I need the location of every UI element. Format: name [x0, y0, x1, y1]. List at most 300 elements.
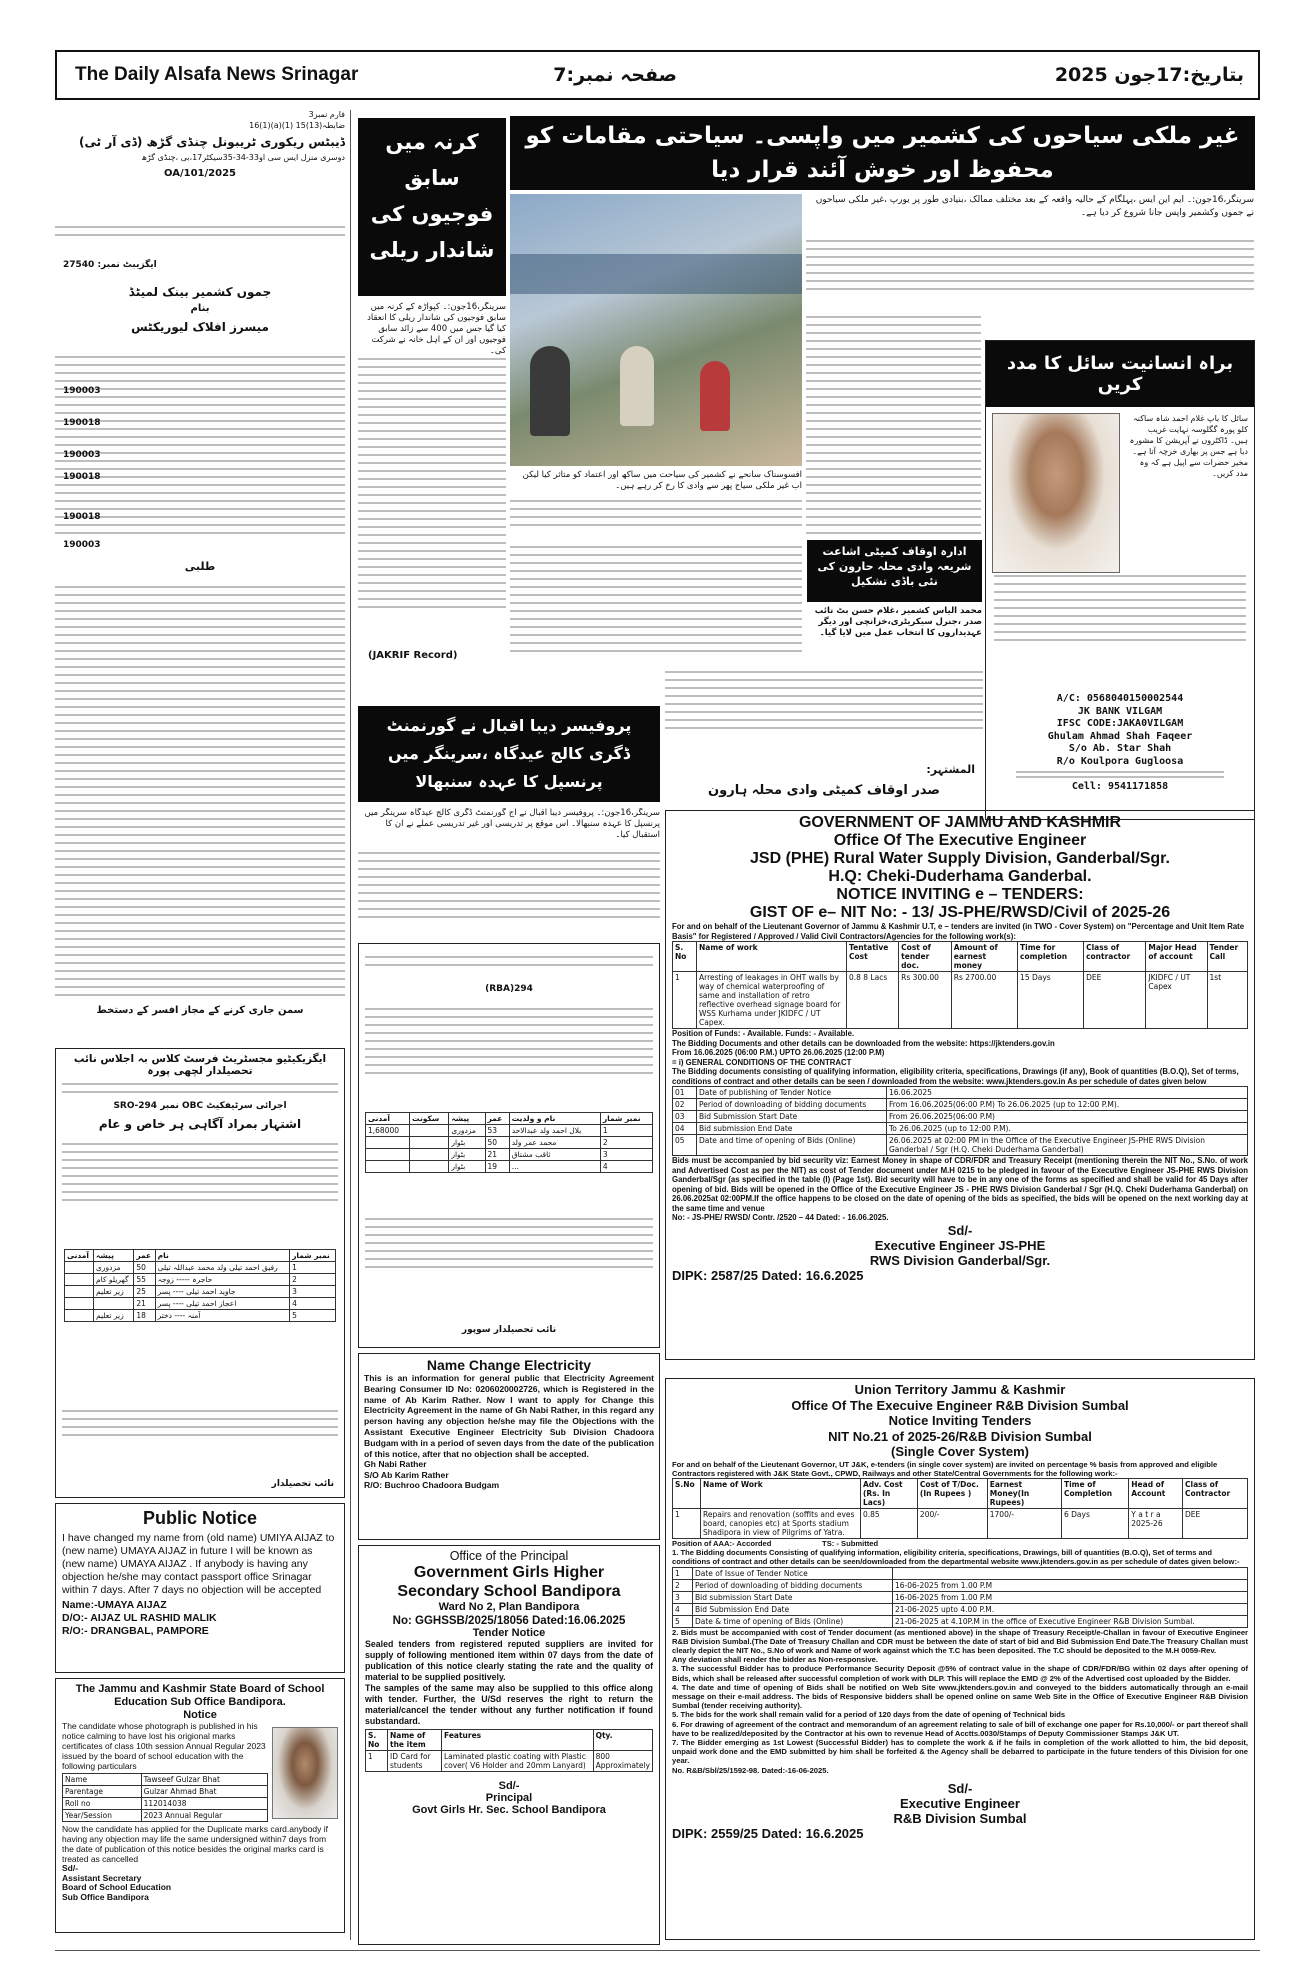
col-features: Features [442, 1730, 594, 1751]
cell: رفیق احمد تیلی ولد محمد عبداللہ تیلی [155, 1262, 289, 1274]
cell: 3 [290, 1286, 336, 1298]
phe-schedule-table [672, 1086, 1248, 1156]
drt-pin-6: 190003 [63, 540, 101, 550]
table-row [673, 1579, 1248, 1591]
cell [65, 1274, 94, 1286]
jkbose-sign-2: Board of School Education [62, 1882, 172, 1892]
cell: Name [63, 1774, 142, 1786]
rnb-deviation: Any deviation shall render the bidder as Non-responsive. [672, 1655, 878, 1665]
jkbose-title: The Jammu and Kashmir State Board of School Education Sub Office Bandipora. [75, 1683, 325, 1708]
table-row [673, 972, 1248, 1029]
cell: 1 [673, 1567, 693, 1579]
cell: Laminated plastic coating with Plastic cover( V6 Holder and 20mm Lanyard) [442, 1751, 594, 1772]
table-row [673, 1111, 1248, 1123]
jakrif-record: (JAKRIF Record) [368, 650, 458, 661]
drt-respondent: میسرز افلاک لیوریکٹس [131, 320, 269, 334]
col-age: عمر [485, 1113, 509, 1125]
col-head: Head of Account [1129, 1478, 1183, 1508]
cell: Y a t r a 2025-26 [1129, 1508, 1183, 1538]
cell: 112014038 [141, 1798, 267, 1810]
cell: 1,68000 [366, 1125, 410, 1137]
rba-footer-text [365, 1212, 653, 1274]
drt-summons-heading: طلبی [184, 560, 216, 573]
cell [893, 1567, 1248, 1579]
candidate-photo [272, 1727, 338, 1819]
col-age: عمر [134, 1250, 155, 1262]
ggss-school-line-2: Secondary School Bandipora [397, 1583, 621, 1600]
name-change-title: Name Change Electricity [426, 1357, 592, 1373]
cell: 50 [485, 1137, 509, 1149]
rnb-works-table [672, 1478, 1248, 1539]
tehsil-obc: اجرائی سرٹیفکیٹ OBC نمبر 294-SRO [113, 1101, 287, 1111]
table-row [673, 1591, 1248, 1603]
cell: 02 [673, 1099, 697, 1111]
phe-nit-no: GIST OF e– NIT No: - 13/ JS-PHE/RWSD/Civil of 2025-26 [749, 904, 1171, 921]
name-change-body: This is an information for general public that Electricity Agreement Bearing Consumer ID No: 0206020002726, which is Registered in the name of Ab Karim Rather. Now I want to apply for Change this Electricity Agreement in the name of Gh Nabi Rather, in this regard any person having any objection he/she may file the Objections with the Assistant Executive Engineer Electricity Sub Division Chadoora Budgam with in a period of seven days from the date of the publication of this notice, after that no objection shall be accepted. [364, 1373, 654, 1459]
cell: ... [509, 1161, 600, 1173]
lead-paragraph-2: افسوسناک سانحے نے کشمیر کی سیاحت میں ساکھ اور اعتماد کو متاثر کیا لیکن اب غیر ملکی سیاح پھر سے وادی کا رخ کر رہے ہیں۔ [522, 470, 802, 491]
rnb-dipk: DIPK: 2559/25 Dated: 16.6.2025 [672, 1825, 864, 1841]
cell: From 16.06.2025(06:00 P.M) To 26.06.2025 (up to 12:00 P.M). [887, 1099, 1248, 1111]
soldiers-rally-text [358, 352, 506, 614]
table-row [673, 1603, 1248, 1615]
cell: 05 [673, 1135, 697, 1156]
cell [410, 1125, 449, 1137]
drt-text-block-1 [55, 220, 345, 242]
rnb-sd: Sd/- [947, 1780, 973, 1796]
cell: 6 Days [1062, 1508, 1129, 1538]
cell: Bid Submission End Date [693, 1603, 893, 1615]
drt-notice [55, 110, 345, 1040]
tehsil-title: ایگزیکیٹیو مجسٹریٹ فرسٹ کلاس بہ اجلاس نائب تحصیلدار لچھی پورہ [73, 1053, 327, 1077]
cell: 21-06-2025 at 4.10P.M in the office of Executive Engineer R&B Division Sumbal. [893, 1615, 1248, 1627]
cell: 15 Days [1018, 972, 1084, 1029]
appellant-photo [992, 413, 1120, 573]
table-row [65, 1310, 336, 1322]
cell: Date and time of opening of Bids (Online) [697, 1135, 887, 1156]
ggss-reference: No: GGHSSB/2025/18056 Dated:16.06.2025 [392, 1615, 626, 1627]
rnb-point-6: 6. For drawing of agreement of the contract and memorandum of an agreement relating to sale of bill of exchange one paper for Rs.10,000/- or part thereof shall have to be realized/deposited by the Contractor at his own to revenue Head of Acctts.0030/Stamps of Deputy Commissioner Stamps J&K UT. [672, 1719, 1248, 1738]
phe-conditions: = i) GENERAL CONDITIONS OF THE CONTRACT [672, 1057, 852, 1067]
col-item: Name of the item [388, 1730, 442, 1751]
table-row [366, 1137, 653, 1149]
cell: DEE [1084, 972, 1146, 1029]
phe-download: The Bidding Documents and other details can be downloaded from the website: https://jktenders.gov.in [672, 1038, 1055, 1048]
cell: 2 [600, 1137, 652, 1149]
cell: 16-06-2025 from 1.00 P.M [893, 1579, 1248, 1591]
rnb-sign-title: Executive Engineer [900, 1795, 1020, 1811]
ggss-address: Ward No 2, Plan Bandipora [438, 1601, 580, 1613]
cell: 1 [600, 1125, 652, 1137]
cell: جاوید احمد تیلی ---- پسر [155, 1286, 289, 1298]
tehsil-intro-text [62, 1077, 338, 1099]
awqaf-body-text [665, 665, 983, 735]
account-holder-parent: S/o Ab. Star Shah [1068, 743, 1172, 754]
col-time: Time of Completion [1062, 1478, 1129, 1508]
cell: From 26.06.2025(06:00 P.M) [887, 1111, 1248, 1123]
public-notice-address: R/O:- DRANGBAL, PAMPORE [62, 1625, 209, 1637]
cell: Period of downloading of bidding documents [697, 1099, 887, 1111]
cell [65, 1298, 94, 1310]
tourist-figure [530, 346, 570, 436]
tourist-figure [700, 361, 730, 431]
account-holder: Ghulam Ahmad Shah Faqeer [1047, 730, 1193, 742]
appeal-text-lines [994, 569, 1246, 647]
awqaf-left-text [510, 540, 802, 658]
cell: Date & time of opening of Bids (Online) [693, 1615, 893, 1627]
cell: 0.8 8 Lacs [847, 972, 899, 1029]
cell: بٹوار [449, 1161, 485, 1173]
col-qty: Qty. [593, 1730, 652, 1751]
phe-sign-division: RWS Division Ganderbal/Sgr. [869, 1252, 1051, 1268]
awqaf-advertiser-label: المشتہر: [926, 763, 975, 776]
cell: 21 [134, 1298, 155, 1310]
drt-pin-1: 190003 [63, 386, 101, 396]
phe-works-table [672, 941, 1248, 1029]
masthead [55, 50, 1260, 100]
table-row [65, 1298, 336, 1310]
cell: 04 [673, 1123, 697, 1135]
cell: Year/Session [63, 1810, 142, 1822]
tehsil-signature: نائب تحصیلدار [271, 1479, 334, 1489]
phe-hq: H.Q: Cheki-Duderhama Ganderbal. [828, 868, 1092, 885]
lead-article-col-mid [806, 310, 981, 540]
cell: 200/- [917, 1508, 987, 1538]
account-number: A/C: 0568040150002544 [1056, 693, 1184, 704]
phe-office: Office Of The Executive Engineer [833, 832, 1087, 849]
cell: ثاقب مشتاق [509, 1149, 600, 1161]
rnb-point-2: 2. Bids must be accompanied with cost of Tender document (as mentioned above) in the shape of Treasury Receipt/e-Challan in favour of Executive Engineer R&B Division Sumbal.(The Date of Treasury Challan and CDR must be between the date of start of bid and Bid Submission End Date.The Treasury Challan must clearly depict the NIT No., S.No of work and Name of work against which the T.C has been deposited. The T.C should be deposited to the M.H 0059-Rev. [672, 1627, 1248, 1655]
cell: DEE [1183, 1508, 1248, 1538]
rnb-nit-no: NIT No.21 of 2025-26/R&B Division Sumbal [828, 1428, 1092, 1444]
cell: بلال احمد ولد عبدالاحد [509, 1125, 600, 1137]
cell: بٹوار [449, 1149, 485, 1161]
cell: Date of publishing of Tender Notice [697, 1087, 887, 1099]
lead-headline: غیر ملکی سیاحوں کی کشمیر میں واپسی۔ سیاحتی مقامات کو محفوظ اور خوش آئند قرار دیا [510, 116, 1255, 190]
rnb-office: Office Of The Execuive Engineer R&B Division Sumbal [791, 1397, 1129, 1413]
ggss-body-2: The samples of the same may also be supplied to this office along with tender. Further, the U/Sd reserves the right to return the material/cancel the tender without any further notification if found substandard. [365, 1683, 653, 1726]
cell: 4 [290, 1298, 336, 1310]
rnb-reference: No. R&B/Sbl/25/1592-98. Dated:-16-06-2025. [672, 1765, 829, 1775]
cell: اعجاز احمد تیلی ---- پسر [155, 1298, 289, 1310]
cell: Roll no [63, 1798, 142, 1810]
cell: آمنہ ---- دختر [155, 1310, 289, 1322]
cell: 1 [673, 972, 697, 1029]
cell: Repairs and renovation (soffits and eves board, canopies etc) at Sports stadium Shadipora in view of Pilgrims of Yatra. [701, 1508, 861, 1538]
phe-reference: No: - JS-PHE/ RWSD/ Contr. /2520 – 44 Dated: - 16.06.2025. [672, 1213, 889, 1222]
cell [65, 1310, 94, 1322]
phe-dipk: DIPK: 2587/25 Dated: 16.6.2025 [672, 1267, 864, 1283]
drt-bank: جموں کشمیر بینک لمیٹڈ [128, 285, 272, 299]
contact-cell: Cell: 9541171858 [1071, 781, 1169, 792]
jkbose-sd: Sd/- [62, 1863, 79, 1873]
appeal-bank-details [986, 693, 1254, 794]
col-cost: Tentative Cost [847, 942, 899, 972]
cell: 5 [673, 1615, 693, 1627]
col-class: Class of Contractor [1183, 1478, 1248, 1508]
cell [366, 1161, 410, 1173]
public-notice-body: I have changed my name from (old name) UMIYA AIJAZ to (new name) UMAYA AIJAZ in future I will be known as (new name) UMAYA AIJAZ . If anybody is having any objection he/she may contact passport office Srinagar within 7 days. After 7 days no objection will be accepted [62, 1532, 335, 1596]
col-call: Tender Call [1207, 942, 1247, 972]
cell: Tawseef Gulzar Bhat [141, 1774, 267, 1786]
lead-text-bottom [510, 494, 802, 532]
page-bottom-rule [55, 1950, 1260, 1951]
appeal-title: براہ انسانیت سائل کا مدد کریں [986, 341, 1254, 407]
col-class: Class of contractor [1084, 942, 1146, 972]
table-row [366, 1125, 653, 1137]
drt-address: دوسری منزل ایس سی او33-34-35سیکٹر17،بی ،چنڈی گڑھ [141, 153, 345, 162]
cell: Bid Submission Start Date [697, 1111, 887, 1123]
lead-text-top [806, 234, 1254, 296]
cell: Date of Issue of Tender Notice [693, 1567, 893, 1579]
rnb-system: (Single Cover System) [891, 1444, 1029, 1459]
drt-title: ڈیبٹس ریکوری ٹریبونل چنڈی گڑھ (ڈی آر ٹی) [79, 135, 345, 149]
rnb-notice-heading: Notice Inviting Tenders [888, 1413, 1032, 1428]
soldiers-rally-lead: سرینگر،16جون:۔ کپواڑہ کے کرنہ میں سابق فوجیوں کی شاندار ریلی کا انعقاد کیا گیا جس میں 400 سے زائد سابق فوجیوں اور ان کے اہل خانہ نے شرکت کی۔ [367, 302, 506, 356]
rba-signature: نائب تحصیلدار سوپور [461, 1325, 557, 1335]
table-row [366, 1751, 653, 1772]
awqaf-lead: محمد الیاس کشمیر ،غلام حسن بٹ نائب صدر ،جنرل سیکریٹری،خزانچی اور دیگر عہدیداروں کا انتخاب عمل میں لایا گیا۔ [814, 606, 982, 638]
cell: Rs 300.00 [899, 972, 952, 1029]
cell: 55 [134, 1274, 155, 1286]
cell: 1 [673, 1508, 701, 1538]
cell: Bid submission End Date [697, 1123, 887, 1135]
cell: Bid submission Start Date [693, 1591, 893, 1603]
tehsil-footer-text [62, 1404, 338, 1442]
col-work: Name of Work [701, 1478, 861, 1508]
cell: 16-06-2025 from 1.00 P.M [893, 1591, 1248, 1603]
public-notice-father: D/O:- AIJAZ UL RASHID MALIK [62, 1612, 217, 1624]
appeal-urdu-lines [1016, 771, 1224, 778]
cell: 21 [485, 1149, 509, 1161]
table-row [673, 1508, 1248, 1538]
col-cost: Adv. Cost (Rs. In Lacs) [861, 1478, 918, 1508]
table-row [673, 1099, 1248, 1111]
ggss-tender-notice [358, 1545, 660, 1945]
rba-family-table [365, 1112, 653, 1173]
cell: 01 [673, 1087, 697, 1099]
principal-lead: سرینگر،16جون:۔ پروفیسر دیبا اقبال نے آج گورنمنٹ ڈگری کالج عیدگاہ سرینگر میں پرنسپل کا عہدہ سنبھالا۔ اس موقع پر تدریسی اور غیر تدریسی عملے نے ان کا استقبال کیا۔ [364, 808, 660, 840]
tehsil-family-table [64, 1249, 336, 1322]
cell: 0.85 [861, 1508, 918, 1538]
col-time: Time for completion [1018, 942, 1084, 972]
col-earnest: Earnest Money(In Rupees) [987, 1478, 1061, 1508]
table-row [366, 1149, 653, 1161]
lead-article-col-top [806, 194, 1254, 306]
cell: 5 [290, 1310, 336, 1322]
col-head: Major Head of account [1146, 942, 1207, 972]
cell: 3 [600, 1149, 652, 1161]
ggss-tender-heading: Tender Notice [472, 1627, 546, 1639]
cell: 19 [485, 1161, 509, 1173]
phe-download-period: From 16.06.2025 (06:00 P.M.) UPTO 26.06.2025 (12:00 P.M) [672, 1048, 885, 1057]
bank-name: JK BANK VILGAM [1077, 705, 1163, 717]
table-row [63, 1810, 268, 1822]
cell: Rs 2700.00 [951, 972, 1017, 1029]
drt-rule: ضابطہ(13)15 (1)(a)16(1) [249, 120, 345, 130]
cell: Arresting of leakages in OHT walls by way of chemical waterproofing of same and installation of retro reflective overhead signage board for WSS Kurhama under JKIDFC / UT Capex. [697, 972, 847, 1029]
cell [366, 1149, 410, 1161]
cell: حاجرہ ----- زوجہ [155, 1274, 289, 1286]
appeal-text: سائل کا باپ غلام احمد شاہ ساکنہ کلو پورہ گگلوسہ نہایت غریب ہیں۔ ڈاکٹروں نے آپریشن کا مشورہ دیا ہے جس پر بھاری خرچہ آتا ہے۔ مخیر حضرات سے اپیل ہے کہ وہ مدد کریں۔ [1129, 414, 1248, 478]
rba-body-text [365, 1002, 653, 1080]
drt-exhibit: ایگزیبٹ نمبر: 27540 [63, 260, 157, 270]
cell: 03 [673, 1111, 697, 1123]
ggss-body: Sealed tenders from registered reputed suppliers are invited for supply of following mentioned item within 07 days from the date of publication of this notice clearly stating the rate and the quality of material to be supplied positively. [365, 1639, 653, 1682]
cell: مزدوری [94, 1262, 134, 1274]
jkbose-sign-1: Assistant Secretary [62, 1872, 142, 1883]
cell: 25 [134, 1286, 155, 1298]
drt-body-text [55, 580, 345, 1002]
table-row [673, 1135, 1248, 1156]
jkbose-notice-heading: Notice [183, 1709, 217, 1721]
cell [410, 1161, 449, 1173]
cell: Parentage [63, 1786, 142, 1798]
table-row [673, 1087, 1248, 1099]
drt-pin-3: 190003 [63, 450, 101, 460]
rnb-point-4: 4. The date and time of opening of Bids shall be notified on Web Site www.jktenders.gov.in and conveyed to the bidders automatically through an e-mail message on their e-mail address. The bids of Responsive bidders shall be opened online on same Web Site in the Office of Executive Engineer R&B Division Sumbal (tender receiving authority). [672, 1682, 1248, 1711]
col-name: نام و ولدیت [509, 1113, 600, 1125]
cell: 1st [1207, 972, 1247, 1029]
cell: 1 [290, 1262, 336, 1274]
cell: 4 [673, 1603, 693, 1615]
phe-funds: Position of Funds: - Available. Funds: - Available. [672, 1029, 855, 1038]
column-divider [350, 110, 351, 1940]
jkbose-body: The candidate whose photograph is published in his notice calming to have lost his origional marks certificates of class 10th session Annual Regular 2023 issued by the board of school education with the following particulars [62, 1721, 266, 1771]
table-row [65, 1286, 336, 1298]
awqaf-advertiser: صدر اوقاف کمیٹی وادی محلہ ہارون [708, 783, 940, 798]
lake-water [510, 254, 802, 294]
drt-pin-4: 190018 [63, 472, 101, 482]
principal-headline: پروفیسر دیبا اقبال نے گورنمنٹ ڈگری کالج عیدگاہ ،سرینگر میں پرنسپل کا عہدہ سنبھالا [358, 706, 660, 802]
ggss-sign-school: Govt Girls Hr. Sec. School Bandipora [412, 1804, 606, 1816]
cell: JKIDFC / UT Capex [1146, 972, 1207, 1029]
phe-govt: GOVERNMENT OF JAMMU AND KASHMIR [798, 814, 1122, 831]
name-change-applicant: Gh Nabi Rather [364, 1459, 427, 1470]
awqaf-headline: ادارہ اوقاف کمیٹی اشاعت شریعہ وادی محلہ حارون کی نئی باڈی تشکیل [807, 540, 982, 602]
ggss-office: Office of the Principal [449, 1549, 569, 1563]
cell: 53 [485, 1125, 509, 1137]
cell: 1700/- [987, 1508, 1061, 1538]
drt-case-no: OA/101/2025 [164, 167, 236, 179]
jkbose-sign-3: Sub Office Bandipora [62, 1891, 149, 1902]
ggss-school-line-1: Government Girls Higher [413, 1564, 605, 1581]
name-change-notice [358, 1353, 660, 1540]
table-row [63, 1774, 268, 1786]
lead-article-col-bottom [510, 470, 802, 536]
rnb-ut: Union Territory Jammu & Kashmir [854, 1382, 1066, 1397]
cell: 800 Approximately [593, 1751, 652, 1772]
name-change-address: R/O: Buchroo Chadoora Budgam [364, 1480, 500, 1491]
cell: 1 [366, 1751, 388, 1772]
ifsc-code: IFSC CODE:JAKA0VILGAM [1056, 718, 1184, 729]
phe-tender-notice [665, 810, 1255, 1360]
cell: 4 [600, 1161, 652, 1173]
account-holder-address: R/o Koulpora Gugloosa [1056, 755, 1184, 767]
jkbose-body-2: Now the candidate has applied for the Duplicate marks card.anybody if having any objection may life the same undersigned within7 days from the date of publication of this notice besides the original marks card is treated as cancelled [62, 1824, 329, 1864]
cell: 16.06.2025 [887, 1087, 1248, 1099]
col-income: آمدنی [65, 1250, 94, 1262]
lead-paragraph-1: سرینگر،16جون:۔ ایم این ایس ،پہلگام کے حالیہ واقعہ کے بعد مختلف ممالک ،بنیادی طور پر یورپ ،غیر ملکی سیاحوں نے جموں وکشمیر واپس جانا شروع کر دیا ہے۔ [815, 195, 1254, 218]
phe-notice-heading: NOTICE INVITING e – TENDERS: [836, 886, 1084, 903]
table-row [673, 1123, 1248, 1135]
jkbose-particulars-table [62, 1773, 268, 1822]
awqaf-article [510, 540, 982, 660]
cell [65, 1262, 94, 1274]
rba-intro-text [365, 950, 653, 972]
table-row [65, 1262, 336, 1274]
awqaf-body [665, 665, 983, 805]
col-residence: سکونت [410, 1113, 449, 1125]
phe-sd: Sd/- [947, 1222, 973, 1238]
cell: 26.06.2025 at 02:00 PM in the Office of the Executive Engineer JS-PHE RWS Division Ganderbal / Sgr (H.Q. Cheki Duderhama Ganderbal) [887, 1135, 1248, 1156]
cell: زیر تعلیم [94, 1310, 134, 1322]
drt-pin-5: 190018 [63, 512, 101, 522]
col-profession: پیشہ [94, 1250, 134, 1262]
rnb-point-1: 1. The Bidding documents Consisting of qualifying information, eligibility criteria, specifications, Drawings, bill of quantities (B.O.Q), Set of terms and conditions of contract and other details can be seen/downloaded from the departmental website www.jktenders.gov.in as per schedule of dates given below:- [672, 1548, 1240, 1567]
cell: To 26.06.2025 (up to 12:00 P.M). [887, 1123, 1248, 1135]
tourist-figure [620, 346, 654, 426]
cell: 3 [673, 1591, 693, 1603]
rnb-point-7: 7. The Bidder emerging as 1st Lowest (Successful Bidder) has to complete the work & if he fails in completion of the work allotted to him, the bid deposit, unpaid work done and the EMD submitted by him shall be forfeited & the Agency shall be debarred to participate in the future tenders of this Division for one year. [672, 1737, 1248, 1766]
cell: 50 [134, 1262, 155, 1274]
col-work: Name of work [697, 942, 847, 972]
rnb-position: Position of AAA:- Accorded TS: - Submitted [672, 1538, 879, 1548]
rba-reference: (RBA)294 [485, 984, 533, 994]
cell: گھریلو کام [94, 1274, 134, 1286]
rnb-point-3: 3. The successful Bidder has to produce Performance Security Deposit @5% of contract value in the shape of CDR/FDR/BG within 02 days after opening of Bids, which shall be released after successful completion of work with DLP. This will replace the EMD @ 2% of the Advertised cost uploaded by the Bidder. [672, 1664, 1248, 1683]
cell: محمد عمر ولد [509, 1137, 600, 1149]
cell: ID Card for students [388, 1751, 442, 1772]
col-sno: نمبر شمار [290, 1250, 336, 1262]
tehsil-heading: اشتہار بمراد آگاہی ہر خاص و عام [98, 1117, 302, 1131]
col-profession: پیشہ [449, 1113, 485, 1125]
col-earnest: Amount of earnest money [951, 942, 1017, 972]
soldiers-rally-headline: کرنہ میں سابق فوجیوں کی شاندار ریلی [358, 118, 506, 296]
rnb-point-5: 5. The bids for the work shall remain valid for a period of 120 days from the date of opening of Technical bids [672, 1710, 1066, 1720]
table-row [63, 1798, 268, 1810]
tourists-photo [510, 194, 802, 466]
issue-date: بتاریخ:17جون 2025 [1054, 64, 1244, 86]
cell [366, 1137, 410, 1149]
ggss-sd: Sd/- [498, 1780, 520, 1792]
phe-bid-security: Bids must be accompanied by bid security viz: Earnest Money in shape of CDR/FDR and Treasury Receipt (mentioning therein the NIT No., S.No. of work and Advertised Cost as per the NIT) as cost of Tender document under M.H 0215 to be pledged in favour of the Executive Engineer JS-PHE RWS Division Ganderbal/Sgr (as specified in the table (I) (Page 1st). Bid security will have to be in any one of the forms as specified and shall be valid for 45 Days after opening of bid. Bids will be opened in the Office of the Executive Engineer JS - PHE RWS Division Ganderbal / Sgr (H.Q. Cheki Duderhama Ganderbal) on 26.06.2025at 02:00PM.If the office happens to be closed on the date of opening of the bids as specified, the bids will be opened on the next working day at the same time and venue [672, 1156, 1248, 1213]
phe-intro: For and on behalf of the Lieutenant Governor of Jammu & Kashmir U.T, e – tenders are invited (in TWO - Cover System) on "Percentage and Unit Item Rate Basis" for Registered / Approved / Valid Civil Contractors/Agencies for the following work(s): [672, 922, 1245, 941]
table-row [366, 1161, 653, 1173]
ggss-items-table [365, 1729, 653, 1772]
cell: 2 [290, 1274, 336, 1286]
table-row [65, 1274, 336, 1286]
rnb-schedule-table [672, 1567, 1248, 1628]
col-name: نام [155, 1250, 289, 1262]
table-row [673, 1567, 1248, 1579]
cell: 2 [673, 1579, 693, 1591]
cell: Gulzar Ahmad Bhat [141, 1786, 267, 1798]
col-sno: نمبر شمار [600, 1113, 652, 1125]
drt-pin-2: 190018 [63, 418, 101, 428]
cell [410, 1137, 449, 1149]
rnb-intro: For and on behalf of the Lieutenant Governor, UT J&K, e-tenders (in single cover system) are invited on percentage % basis from approved and eligible Contractors registered with J&K State Govt., CPWD, Railways and other State/Central Governments for the following work:- [672, 1459, 1218, 1478]
cell [410, 1149, 449, 1161]
phe-documents: The Bidding documents consisting of qualifying information, eligibility criteria, specifications, Drawings (if any), Book of quantities (B.O.Q), Set of terms, conditions of contract and other details can be seen / downloaded from the website: www.jktenders.gov.in As per schedule of dates given below [672, 1067, 1239, 1086]
cell: بٹوار [449, 1137, 485, 1149]
ggss-sign-title: Principal [485, 1792, 533, 1804]
appeal-content [992, 413, 1248, 588]
jkbose-notice [55, 1678, 345, 1933]
col-sno: S. No [366, 1730, 388, 1751]
table-row [63, 1786, 268, 1798]
col-doc-cost: Cost of tender doc. [899, 942, 952, 972]
